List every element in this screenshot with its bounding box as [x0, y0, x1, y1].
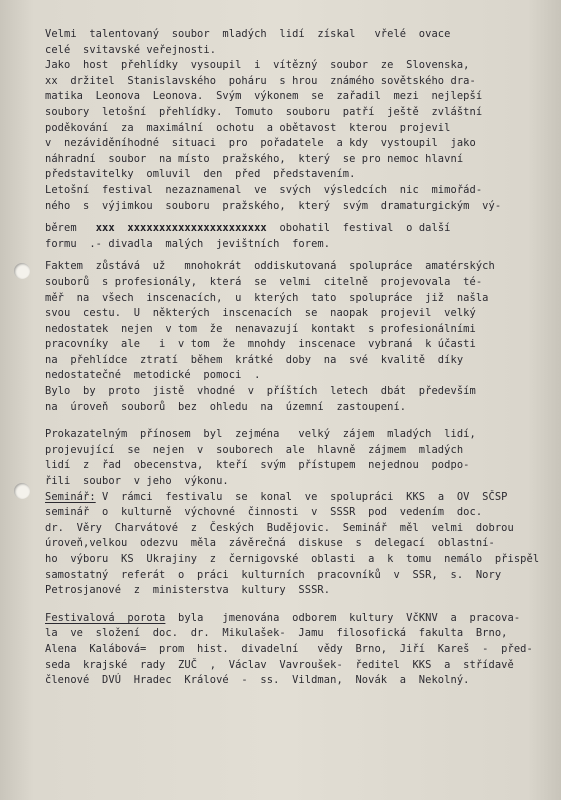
text-line: xx držitel Stanislavského poháru s hrou známého sovětského dra- [45, 74, 476, 87]
text-line: matika Leonova Leonova. Svým výkonem se zařadil mezi nejlepší [45, 90, 483, 103]
text-line: Faktem zůstává už mnohokrát oddiskutovaná spolupráce amatérských [45, 260, 495, 273]
text-line: ného s výjimkou souboru pražského, který svým dramaturgickým vý- [45, 199, 502, 212]
text-fragment: V rámci festivalu se konal ve spolupráci KKS a OV SČSP [95, 490, 508, 503]
text-line: nedostatečné metodické pomoci . [45, 369, 261, 382]
text-line: celé svitavské veřejnosti. [45, 43, 217, 56]
text-line [45, 490, 545, 506]
text-line: svou cestu. U některých inscenacích se naopak projevil velký [45, 307, 476, 320]
text-line: projevující se nejen v souborech ale hlavně zájmem mladých [45, 443, 464, 456]
section-heading: Seminář: [45, 490, 96, 503]
text-line: měř na všech inscenacích, u kterých tato spolupráce již našla [45, 291, 489, 304]
text-line: formu .- divadla malých jevištních forem. [45, 237, 331, 250]
text-line: v nezáviděníhodné situaci pro pořadatele a kdy vystoupil jako [45, 137, 476, 150]
text-line: dr. Věry Charvátové z Českých Budějovic. Seminář měl velmi dobrou [45, 521, 514, 534]
text-line [45, 611, 545, 627]
text-line: souborů s profesionály, která se velmi citelně projevovala té- [45, 275, 483, 288]
text-line: představitelky omluvil den před představením. [45, 168, 356, 181]
struck-out-text: xxx xxxxxxxxxxxxxxxxxxxxxx [95, 222, 267, 235]
text-line: řili soubor v jeho výkonu. [45, 475, 229, 488]
punch-hole-icon [14, 483, 30, 499]
section-heading: Festivalová porota [45, 611, 166, 624]
text-line: lidí z řad obecenstva, kteří svým přístupem nejednou podpo- [45, 459, 470, 472]
text-line: seda krajské rady ZUČ , Václav Vavroušek- ředitel KKS a střídavě [45, 658, 514, 671]
text-line: Prokazatelným přínosem byl zejména velký zájem mladých lidí, [45, 428, 476, 441]
text-line: pracovníky ale i v tom že mnohdy inscenace vybraná k účasti [45, 338, 476, 351]
typewritten-text [45, 27, 545, 689]
text-fragment: běrem [45, 222, 77, 235]
text-line: samostatný referát o práci kulturních pracovníků v SSR, s. Nory [45, 568, 502, 581]
text-line: Letošní festival nezaznamenal ve svých výsledcích nic mimořád- [45, 183, 483, 196]
text-line: Petrosjanové z ministerstva kultury SSSR. [45, 584, 331, 597]
text-fragment: byla jmenována odborem kultury VčKNV a pracova- [165, 611, 521, 624]
text-line: Jako host přehlídky vysoupil i vítězný soubor ze Slovenska, [45, 59, 470, 72]
text-line: na úroveň souborů bez ohledu na územní zastoupení. [45, 400, 407, 413]
text-line: Bylo by proto jistě vhodné v příštích letech dbát především [45, 385, 476, 398]
text-line: ho výboru KS Ukrajiny z černigovské oblasti a k tomu nemálo přispěl [45, 553, 540, 565]
text-line: úroveň,velkou odezvu měla závěrečná diskuse s delegací oblastní- [45, 537, 495, 550]
text-line: Velmi talentovaný soubor mladých lidí získal vřelé ovace [45, 28, 451, 40]
text-line: poděkování za maximální ochotu a obětavost kterou projevil [45, 121, 451, 134]
text-line: soubory letošní přehlídky. Tomuto souboru patří ještě zvláštní [45, 105, 483, 118]
text-line: náhradní soubor na místo pražského, který se pro nemoc hlavní [45, 152, 464, 165]
punch-hole-icon [14, 263, 30, 279]
text-fragment: obohatil festival o další [279, 222, 451, 235]
text-line: seminář o kulturně výchovné činnosti v SSSR pod vedením doc. [45, 506, 483, 519]
text-line: na přehlídce ztratí během krátké doby na své kvalitě díky [45, 353, 464, 366]
text-line [45, 221, 545, 237]
text-line: nedostatek nejen v tom že nenavazují kontakt s profesionálními [45, 322, 476, 335]
text-line: Alena Kalábová= prom hist. divadelní vědy Brno, Jiří Kareš - před- [45, 642, 533, 655]
text-line: členové DVÚ Hradec Králové - ss. Vildman, Novák a Nekolný. [45, 674, 470, 687]
text-line: la ve složení doc. dr. Mikulašek- Jamu filosofická fakulta Brno, [45, 627, 508, 640]
